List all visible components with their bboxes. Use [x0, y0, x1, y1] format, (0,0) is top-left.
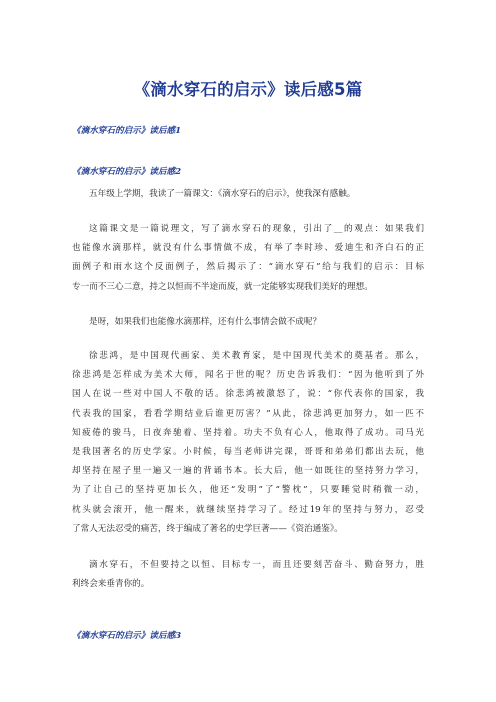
paragraph-2 — [72, 220, 424, 297]
section-heading-1: 《滴水穿石的启示》读后感1 — [72, 126, 182, 136]
paragraph-line: 专一而不三心二意，持之以恒而不半途而废，就一定能够实现我们美好的理想。 — [72, 281, 373, 292]
paragraph-1 — [72, 185, 424, 204]
paragraph-3 — [72, 313, 424, 332]
paragraph-line: 徐悲鸿是怎样成为美术大师，闻名于世的呢？历史告诉我们：“因为他听到了外 — [72, 370, 424, 381]
section-heading-2: 《滴水穿石的启示》读后感2 — [72, 167, 182, 177]
paragraph-line: 是我国著名的历史学家。小时候，每当老师讲完课，哥哥和弟弟们都出去玩，他 — [72, 447, 424, 458]
paragraph-line: 滴水穿石，不但要持之以恒、目标专一，而且还要刻苦奋斗、勤奋努力，胜 — [89, 560, 424, 570]
paragraph-line: 知疲倦的骏马，日夜奔驰着、坚持着。功夫不负有心人，他取得了成功。司马光 — [72, 427, 424, 438]
paragraph-line: 代表我的国家，看看学期结业后谁更厉害？”从此，徐悲鸿更加努力，如一匹不 — [72, 408, 424, 419]
paragraph-4 — [72, 347, 424, 539]
paragraph-line: 了常人无法忍受的痛苦，终于编成了著名的史学巨著——《资治通鉴》。 — [72, 523, 343, 534]
paragraph-line: 也能像水滴那样，就没有什么事情做不成，有举了李时珍、爱迪生和齐白石的正 — [72, 243, 424, 254]
section-heading-3: 《滴水穿石的启示》读后感3 — [72, 631, 182, 641]
paragraph-line: 为了让自己的坚持更加长久，他还“发明”了“警枕”，只要睡觉时稍微一动， — [72, 485, 424, 496]
paragraph-5 — [72, 556, 424, 594]
paragraph-line: 这篇课文是一篇说理文，写了滴水穿石的现象，引出了__的观点：如果我们 — [89, 224, 424, 234]
document-title: 《滴水穿石的启示》读后感5篇 — [133, 80, 363, 99]
paragraph-line: 徐悲鸿，是中国现代画家、美术教育家，是中国现代美术的奠基者。那么， — [89, 351, 424, 361]
paragraph-line: 却坚持在屋子里一遍又一遍的背诵书本。长大后，他一如既往的坚持努力学习， — [72, 466, 424, 477]
paragraph-line: 五年级上学期，我读了一篇课文：《滴水穿石的启示》，使我深有感触。 — [89, 189, 356, 199]
paragraph-line: 枕头就会滚开，他一醒来，就继续坚持学习了。经过19年的坚持与努力，忍受 — [72, 504, 424, 515]
paragraph-line: 是呀，如果我们也能像水滴那样，还有什么事情会做不成呢？ — [89, 317, 322, 327]
paragraph-line: 面例子和雨水这个反面例子，然后揭示了：“滴水穿石”给与我们的启示：目标 — [72, 262, 424, 273]
paragraph-line: 利终会来垂青你的。 — [72, 579, 150, 590]
paragraph-line: 国人在说一些对中国人不敬的话。徐悲鸿被激怒了，说：“你代表你的国家，我 — [72, 389, 424, 400]
